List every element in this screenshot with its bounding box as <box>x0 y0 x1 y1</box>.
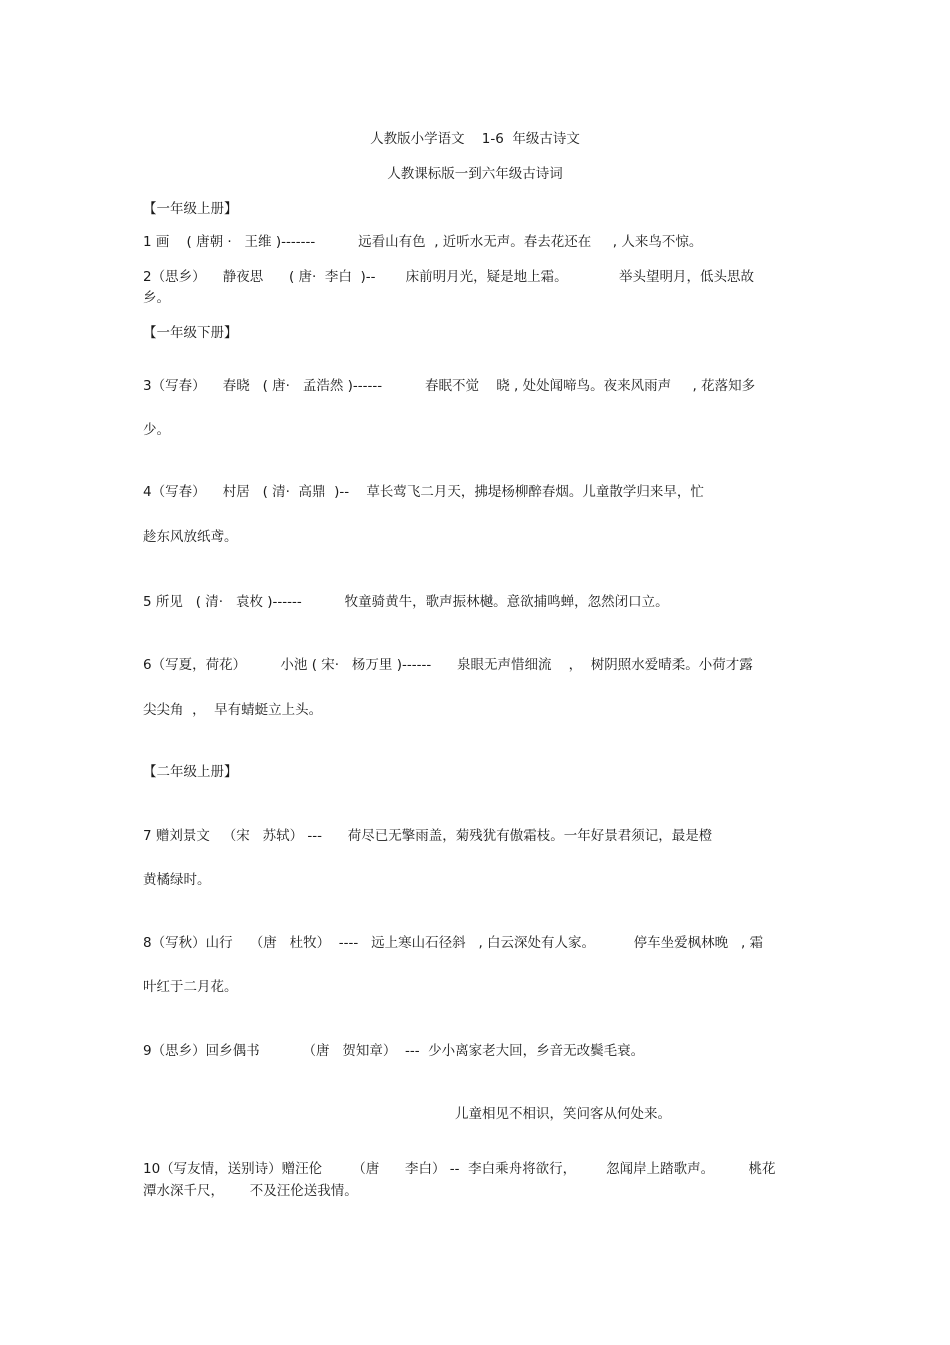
poem-line: 潭水深千尺， 不及汪伦送我情。 <box>143 1183 358 1199</box>
section-heading-grade1-upper: 【一年级上册】 <box>143 201 238 217</box>
poem-line: 少。 <box>143 422 170 438</box>
poem-line: 3（写春） 春晓 ( 唐· 孟浩然 )------ 春眠不觉 晓 , 处处闻啼鸟。夜来风雨声 , 花落知多 <box>143 378 756 394</box>
poem-line: 趁东风放纸鸢。 <box>143 529 238 545</box>
section-heading-grade1-lower: 【一年级下册】 <box>143 325 238 341</box>
poem-line: 9（思乡）回乡偶书 （唐 贺知章） --- 少小离家老大回，乡音无改鬓毛衰。 <box>143 1043 645 1059</box>
poem-line: 10（写友情，送别诗）赠汪伦 （唐 李白） -- 李白乘舟将欲行， 忽闻岸上踏歌声。 桃花 <box>143 1161 776 1177</box>
poem-line: 尖尖角 ， 早有蜻蜓立上头。 <box>143 702 323 718</box>
section-heading-grade2-upper: 【二年级上册】 <box>143 764 238 780</box>
poem-line: 2（思乡） 静夜思 ( 唐· 李白 )-- 床前明月光，疑是地上霜。 举头望明月，低头思故 <box>143 269 755 285</box>
poem-line: 6（写夏，荷花） 小池 ( 宋· 杨万里 )------ 泉眼无声惜细流 ， 树阴照水爱晴柔。小荷才露 <box>143 657 753 673</box>
poem-line: 7 赠刘景文 （宋 苏轼） --- 荷尽已无擎雨盖，菊残犹有傲霜枝。一年好景君须记，最是橙 <box>143 828 713 844</box>
poem-line: 1 画 ( 唐朝 · 王维 )------- 远看山有色 , 近听水无声。春去花还在 , 人来鸟不惊。 <box>143 234 703 250</box>
poem-line: 4（写春） 村居 ( 清· 高鼎 )-- 草长莺飞二月天，拂堤杨柳醉春烟。儿童散学归来早，忙 <box>143 484 704 500</box>
poem-line: 黄橘绿时。 <box>143 872 211 888</box>
poem-line: 5 所见 ( 清· 袁枚 )------ 牧童骑黄牛，歌声振林樾。意欲捕鸣蝉，忽然闭口立。 <box>143 594 669 610</box>
page-subtitle: 人教课标版一到六年级古诗词 <box>387 166 563 182</box>
poem-line: 叶红于二月花。 <box>143 979 238 995</box>
poem-line: 儿童相见不相识，笑问客从何处来。 <box>455 1106 671 1122</box>
poem-line: 乡。 <box>143 290 170 306</box>
poem-line: 8（写秋）山行 （唐 杜牧） ---- 远上寒山石径斜 , 白云深处有人家。 停车坐爱枫林晚 , 霜 <box>143 935 764 951</box>
page-title: 人教版小学语文 1-6 年级古诗文 <box>370 131 580 147</box>
